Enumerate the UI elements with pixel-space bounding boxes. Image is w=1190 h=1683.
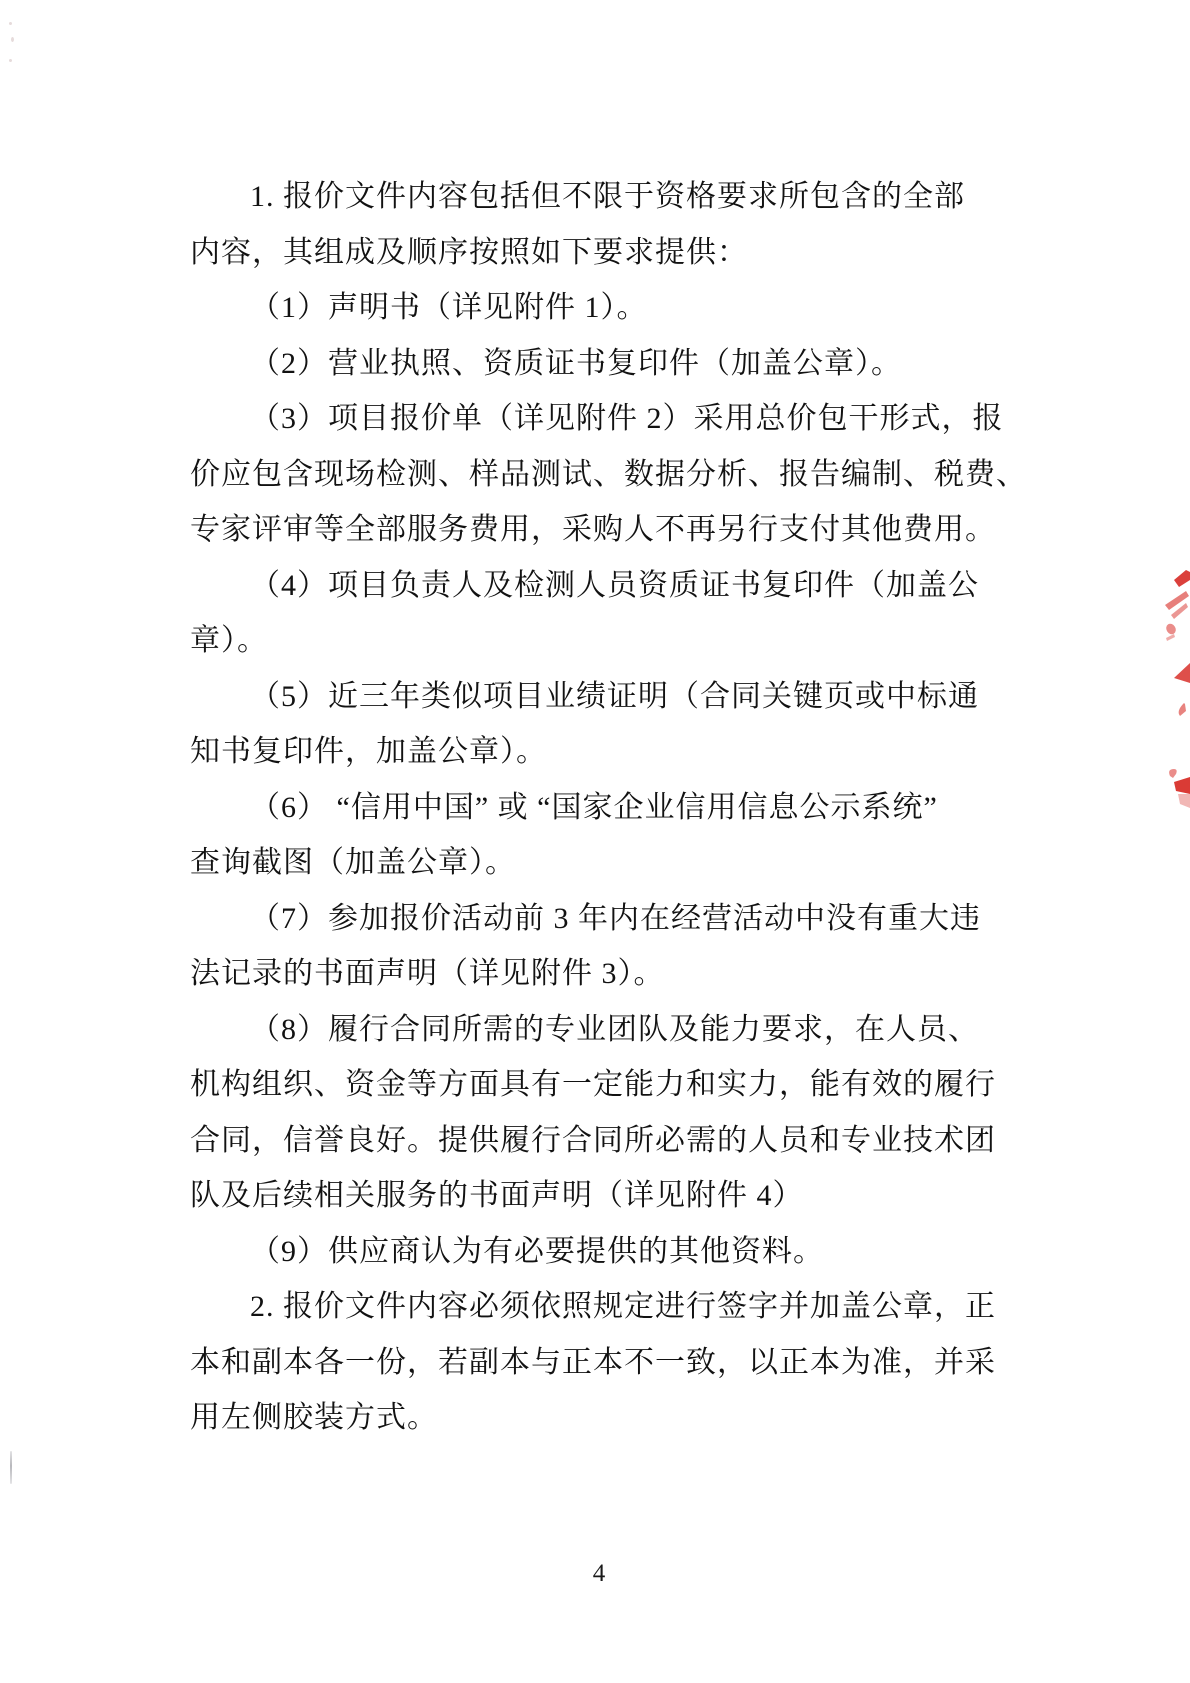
document-line: （2）营业执照、资质证书复印件（加盖公章）。 [250, 346, 902, 380]
scan-speck [9, 59, 12, 62]
document-line: 内容，其组成及顺序按照如下要求提供： [190, 235, 748, 269]
page-number: 4 [592, 1560, 606, 1587]
document-line: （5）近三年类似项目业绩证明（合同关键页或中标通 [250, 679, 979, 713]
seal-fragment-top-icon [1162, 568, 1190, 644]
document-line: 专家评审等全部服务费用，采购人不再另行支付其他费用。 [190, 513, 996, 546]
document-line: （6） “信用中国” 或 “国家企业信用信息公示系统” [250, 790, 938, 824]
document-line: 队及后续相关服务的书面声明（详见附件 4） [190, 1179, 804, 1212]
scan-speck [11, 37, 14, 42]
seal-fragment-bottom-icon [1164, 766, 1190, 814]
document-line: 机构组织、资金等方面具有一定能力和实力，能有效的履行 [190, 1068, 996, 1101]
document-line: 知书复印件，加盖公章）。 [190, 735, 547, 768]
document-line: 查询截图（加盖公章）。 [190, 846, 516, 879]
document-line: 2. 报价文件内容必须依照规定进行签字并加盖公章，正 [250, 1290, 996, 1323]
scan-speck [9, 22, 12, 25]
document-line: （7）参加报价活动前 3 年内在经营活动中没有重大违 [250, 901, 981, 935]
document-line: 价应包含现场检测、样品测试、数据分析、报告编制、税费、 [190, 457, 1027, 491]
document-line: 1. 报价文件内容包括但不限于资格要求所包含的全部 [250, 180, 965, 213]
scan-edge-line [10, 1451, 12, 1484]
seal-fragment-middle-icon [1170, 663, 1190, 723]
document-line: 法记录的书面声明（详见附件 3）。 [190, 957, 665, 990]
document-line: （8）履行合同所需的专业团队及能力要求，在人员、 [250, 1012, 979, 1046]
document-body [190, 169, 1030, 1446]
document-line: （9）供应商认为有必要提供的其他资料。 [250, 1234, 824, 1268]
document-line: （4）项目负责人及检测人员资质证书复印件（加盖公 [250, 568, 979, 602]
document-line: 用左侧胶装方式。 [190, 1401, 438, 1434]
document-line: 章）。 [190, 624, 268, 657]
document-line: （1）声明书（详见附件 1）。 [250, 291, 648, 324]
document-line: 合同，信誉良好。提供履行合同所必需的人员和专业技术团 [190, 1123, 996, 1157]
document-line: 本和副本各一份，若副本与正本不一致，以正本为准，并采 [190, 1345, 996, 1379]
document-line: （3）项目报价单（详见附件 2）采用总价包干形式，报 [250, 402, 1004, 435]
